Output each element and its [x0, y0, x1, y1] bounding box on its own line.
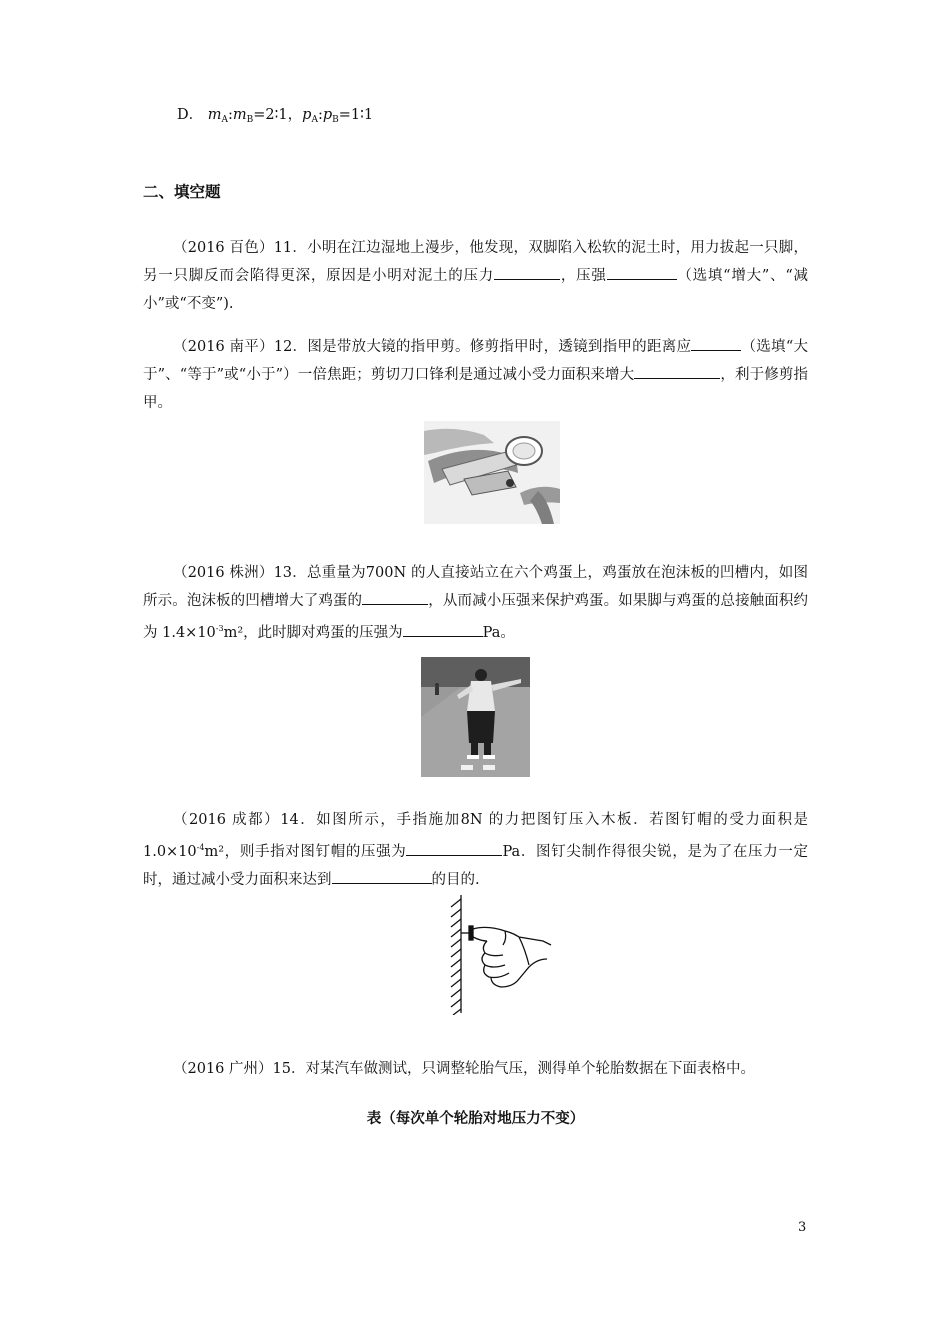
q12-text-1: （2016 南平）12．图是带放大镜的指甲剪。修剪指甲时，透镜到指甲的距离应 — [173, 339, 692, 355]
q13-blank-pressure — [403, 620, 483, 637]
nail-clipper-magnifier-image — [424, 421, 560, 524]
q11-blank-pressure-force — [494, 263, 560, 280]
q13-blank-area — [362, 588, 428, 605]
q13-exponent: -3 — [215, 624, 224, 633]
q13-text-1: （2016 株洲）13．总重量为700N 的人直接站立在六个鸡蛋上，鸡蛋放在泡沫板的凹槽内，如图所示。泡沫板的凹槽增大了鸡蛋的 — [143, 565, 808, 609]
mass-a-symbol: m — [207, 107, 222, 123]
question-12 — [143, 333, 808, 417]
question-13 — [143, 559, 808, 647]
q13-text-2: ，从而减小压强来保护鸡蛋。如果脚与鸡蛋的总接触面积约为 1.4×10 — [143, 593, 809, 641]
option-d — [177, 104, 373, 131]
option-d-label: D． — [177, 107, 204, 123]
question-14 — [143, 806, 808, 894]
pressure-b-symbol: p — [322, 107, 333, 123]
pressure-a-symbol: p — [302, 107, 312, 123]
question-15 — [143, 1055, 808, 1083]
q11-blank-pressure — [607, 263, 677, 280]
q14-text-2: m²，则手指对图钉帽的压强为 — [204, 844, 407, 860]
q12-text-2: （选填“大于”、“等于”或“小于”）一倍焦距；剪切刀口锋利是通过减小受力面积来增大 — [143, 339, 808, 383]
mass-ratio: =2∶1， — [253, 107, 303, 123]
q11-text-2: ，压强 — [560, 268, 607, 284]
person-on-eggs-image — [421, 657, 530, 777]
mass-a-subscript: A — [221, 115, 228, 125]
q14-text-4: 的目的. — [431, 872, 480, 888]
q12-blank-distance — [691, 334, 741, 351]
mass-b-subscript: B — [246, 115, 254, 125]
q14-text-3: Pa．图钉尖制作得很尖锐，是为了在压力一定时，通过减小受力面积来达到 — [143, 844, 809, 888]
colon-1: : — [228, 107, 233, 123]
q12-text-3: ，利于修剪指甲。 — [143, 367, 809, 411]
q14-exponent: -4 — [196, 843, 205, 852]
q14-blank-pressure — [406, 839, 502, 856]
q11-text-1: （2016 百色）11．小明在江边湿地上漫步，他发现，双脚陷入松软的泥土时，用力拔起一只脚，另一只脚反而会陷得更深，原因是小明对泥土的压力 — [143, 240, 808, 284]
colon-2: : — [317, 107, 323, 123]
question-11 — [143, 234, 808, 318]
page-number: 3 — [798, 1220, 807, 1235]
pressure-ratio: =1∶1 — [338, 107, 374, 123]
section-heading: 二、填空题 — [143, 182, 221, 201]
q12-blank-quantity-b — [668, 362, 720, 379]
pressure-a-subscript: A — [311, 115, 318, 125]
pressure-b-subscript: B — [332, 115, 339, 125]
q14-blank-purpose — [332, 867, 432, 884]
thumbtack-finger-diagram — [447, 893, 553, 1015]
q13-text-3: m²，此时脚对鸡蛋的压强为 — [223, 625, 403, 641]
q15-text: （2016 广州）15．对某汽车做测试，只调整轮胎气压，测得单个轮胎数据在下面表格中。 — [173, 1061, 755, 1077]
q14-text-1: （2016 成都）14．如图所示，手指施加8N 的力把图钉压入木板．若图钉帽的受力面积是 1.0×10 — [143, 812, 808, 860]
table-caption: 表（每次单个轮胎对地压力不变） — [366, 1110, 585, 1127]
q12-blank-quantity-a — [634, 362, 668, 379]
mass-b-symbol: m — [232, 107, 247, 123]
q11-text-3: （选填“增大”、“减小”或“不变”). — [143, 268, 808, 312]
q13-text-4: Pa。 — [482, 625, 515, 641]
